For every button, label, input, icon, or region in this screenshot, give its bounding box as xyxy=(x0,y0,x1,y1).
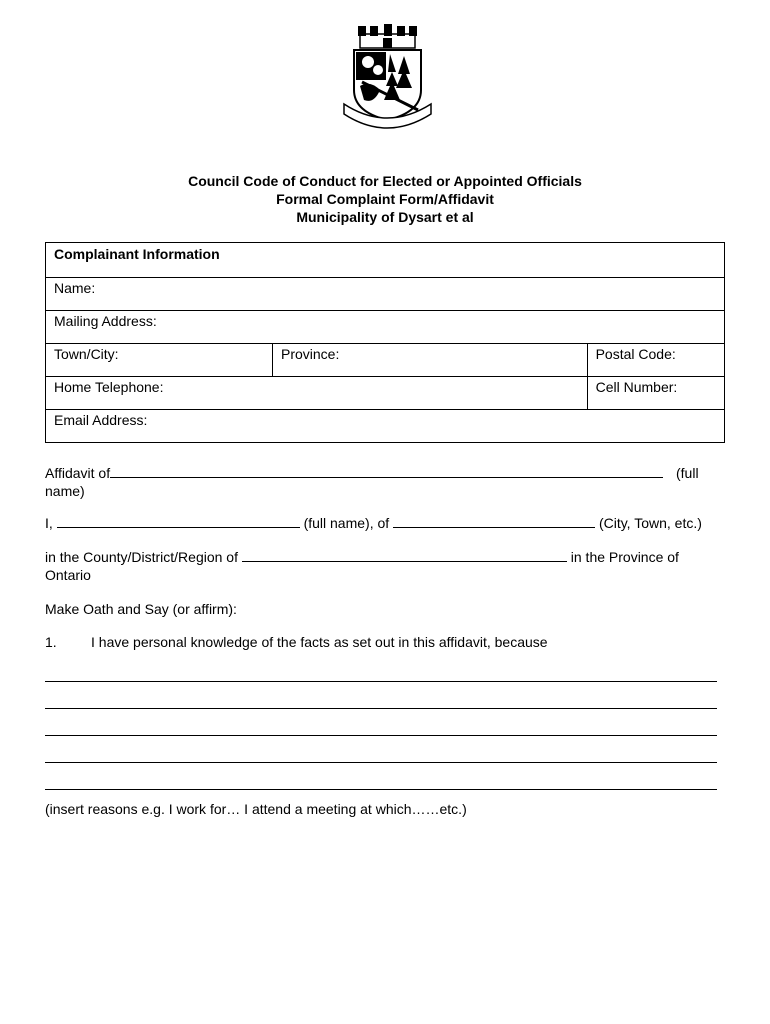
i-full-name-blank[interactable] xyxy=(57,514,300,528)
ontario-label: Ontario xyxy=(45,567,91,583)
full-name-of-label: (full name), of xyxy=(303,515,390,531)
i-prefix: I, xyxy=(45,515,53,531)
full-label: (full xyxy=(676,465,699,481)
province-field[interactable]: Province: xyxy=(273,344,588,377)
county-prefix-label: in the County/District/Region of xyxy=(45,549,238,565)
name-label: name) xyxy=(45,483,85,499)
city-town-blank[interactable] xyxy=(393,514,595,528)
email-address-field[interactable]: Email Address: xyxy=(46,410,725,443)
title-line-2: Formal Complaint Form/Affidavit xyxy=(276,191,494,207)
insert-reasons-hint: (insert reasons e.g. I work for… I attend a meeting at which……etc.) xyxy=(45,801,467,817)
postal-code-field[interactable]: Postal Code: xyxy=(587,344,724,377)
affidavit-full-name-blank[interactable] xyxy=(110,464,663,478)
city-town-label: (City, Town, etc.) xyxy=(598,515,702,531)
affidavit-of-line xyxy=(45,464,663,482)
item-1-text: I have personal knowledge of the facts as set out in this affidavit, because xyxy=(91,634,548,650)
answer-line-5[interactable] xyxy=(45,789,717,790)
mailing-address-field[interactable]: Mailing Address: xyxy=(46,311,725,344)
title-line-3: Municipality of Dysart et al xyxy=(296,209,474,225)
answer-line-3[interactable] xyxy=(45,735,717,736)
county-region-blank[interactable] xyxy=(242,548,567,562)
i-full-name-line xyxy=(45,514,702,532)
answer-line-4[interactable] xyxy=(45,762,717,763)
title-line-1: Council Code of Conduct for Elected or Appointed Officials xyxy=(188,173,582,189)
cell-number-field[interactable]: Cell Number: xyxy=(587,377,724,410)
document-title-block xyxy=(0,172,770,226)
town-city-field[interactable]: Town/City: xyxy=(46,344,273,377)
item-1-number: 1. xyxy=(45,634,57,650)
oath-statement: Make Oath and Say (or affirm): xyxy=(45,601,237,617)
answer-line-2[interactable] xyxy=(45,708,717,709)
county-line xyxy=(45,548,679,566)
answer-line-1[interactable] xyxy=(45,681,717,682)
name-field[interactable]: Name: xyxy=(46,278,725,311)
municipal-crest-logo xyxy=(340,20,435,130)
province-suffix-label: in the Province of xyxy=(570,549,679,565)
complainant-information-table xyxy=(45,242,725,443)
complainant-section-title: Complainant Information xyxy=(46,243,725,278)
home-telephone-field[interactable]: Home Telephone: xyxy=(46,377,588,410)
affidavit-of-label: Affidavit of xyxy=(45,465,111,481)
